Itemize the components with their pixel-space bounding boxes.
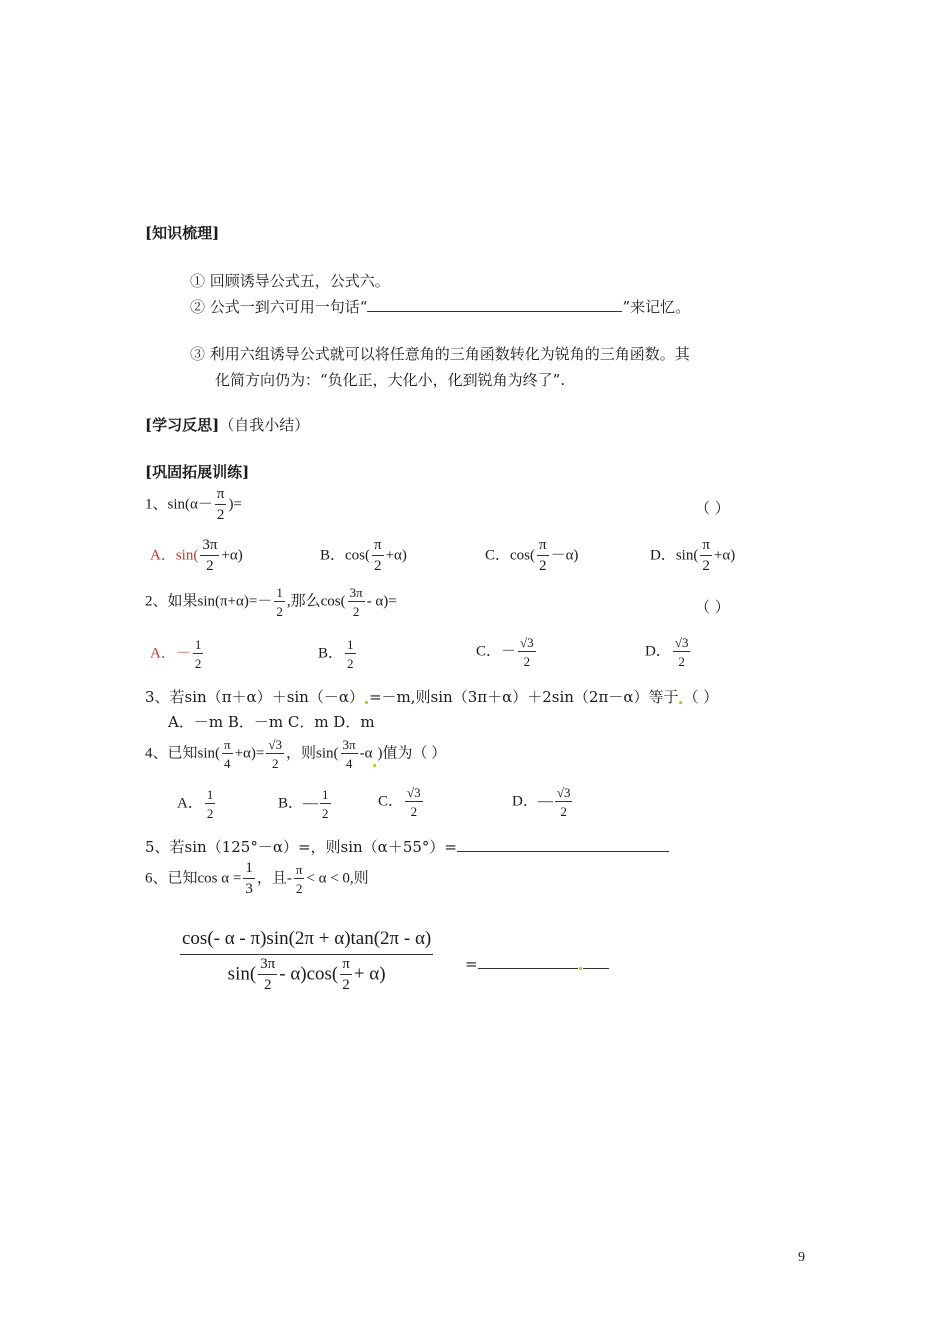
expression-numerator: cos(- α - π)sin(2π + α)tan(2π - α) <box>180 928 433 955</box>
question-1-answer-paren[interactable]: （ ） <box>695 499 730 517</box>
page-number: 9 <box>798 1250 805 1265</box>
section-knowledge: [知识梳理] <box>145 224 220 242</box>
knowledge-item-2: ② 公式一到六可用一句话“ ”来记忆。 <box>190 298 691 316</box>
question-2-stem: 2、如果sin(π+α)=－ $\frac{1}{2}$ ,那么cos( $\frac{3\pi}{2}$ - α)= <box>145 585 397 619</box>
question-2-option-c[interactable]: C．－ $\frac{√3}{2}$ <box>476 635 534 669</box>
mark-dot <box>373 764 376 767</box>
section-practice: [巩固拓展训练] <box>145 463 250 481</box>
knowledge-item-3-line-2: 化简方向仍为：“负化正，大化小，化到锐角为终了”. <box>215 371 566 389</box>
question-4-option-b[interactable]: B．— $\frac{1}{2}$ <box>278 787 329 821</box>
question-4-option-c[interactable]: C． $\frac{√3}{2}$ <box>378 785 421 819</box>
answer-blank[interactable] <box>478 968 578 969</box>
question-2-answer-paren[interactable]: （ ） <box>695 598 730 616</box>
question-4-option-a[interactable]: A． $\frac{1}{2}$ <box>177 787 214 821</box>
answer-blank[interactable] <box>457 851 669 852</box>
question-2-option-d[interactable]: D． $\frac{√3}{2}$ <box>645 635 689 669</box>
section-reflection: [学习反思]（自我小结） <box>145 416 310 434</box>
question-1-stem: 1、sin(α－ $\frac{\pi}{2}$ )= <box>145 486 242 523</box>
question-5-stem: 5、若sin（125°－α）=，则sin（α＋55°）= <box>145 836 669 857</box>
question-2-option-b[interactable]: B． $\frac{1}{2}$ <box>318 637 354 671</box>
question-1-option-b[interactable]: B．cos( $\frac{\pi}{2}$ +α) <box>320 537 407 574</box>
question-4-option-d[interactable]: D．— $\frac{√3}{2}$ <box>512 785 571 819</box>
question-6-expression <box>180 928 433 993</box>
question-6-stem: 6、已知cos α = $\frac{1}{3}$ ，且- $\frac{\pi}{2}$ < α < 0,则 <box>145 860 369 897</box>
expression-denominator: sin( $\frac{3\pi}{2}$ - α)cos( $\frac{\pi}{2}$ + α) <box>227 956 386 993</box>
question-3-stem: 3、若sin（π＋α）＋sin（－α） =－m,则sin（3π＋α）＋2sin（2π－α）等于 （ ） <box>145 688 719 706</box>
question-1-option-d[interactable]: D．sin( $\frac{\pi}{2}$ +α) <box>650 537 736 574</box>
knowledge-item-1: ① 回顾诱导公式五，公式六。 <box>190 272 390 290</box>
question-1-option-c[interactable]: C．cos( $\frac{\pi}{2}$ －α) <box>485 537 579 574</box>
mark-dot <box>579 967 582 970</box>
question-3-options[interactable]: A．－m B．－m C．m D．m <box>168 713 375 731</box>
question-4-stem: 4、已知sin( $\frac{\pi}{4}$ +α)= $\frac{√3}{2}$ ，则sin( $\frac{3\pi}{4}$ -α )值为（ ） <box>145 737 447 771</box>
knowledge-item-3-line-1: ③ 利用六组诱导公式就可以将任意角的三角函数转化为锐角的三角函数。其 <box>190 345 690 363</box>
answer-blank[interactable] <box>367 311 622 312</box>
question-2-option-a[interactable]: A．－ $\frac{1}{2}$ <box>150 637 202 671</box>
mark-dot <box>365 701 368 704</box>
question-1-option-a[interactable]: A．sin( $\frac{3\pi}{2}$ +α) <box>150 537 243 574</box>
question-6-answer: = <box>465 955 609 973</box>
